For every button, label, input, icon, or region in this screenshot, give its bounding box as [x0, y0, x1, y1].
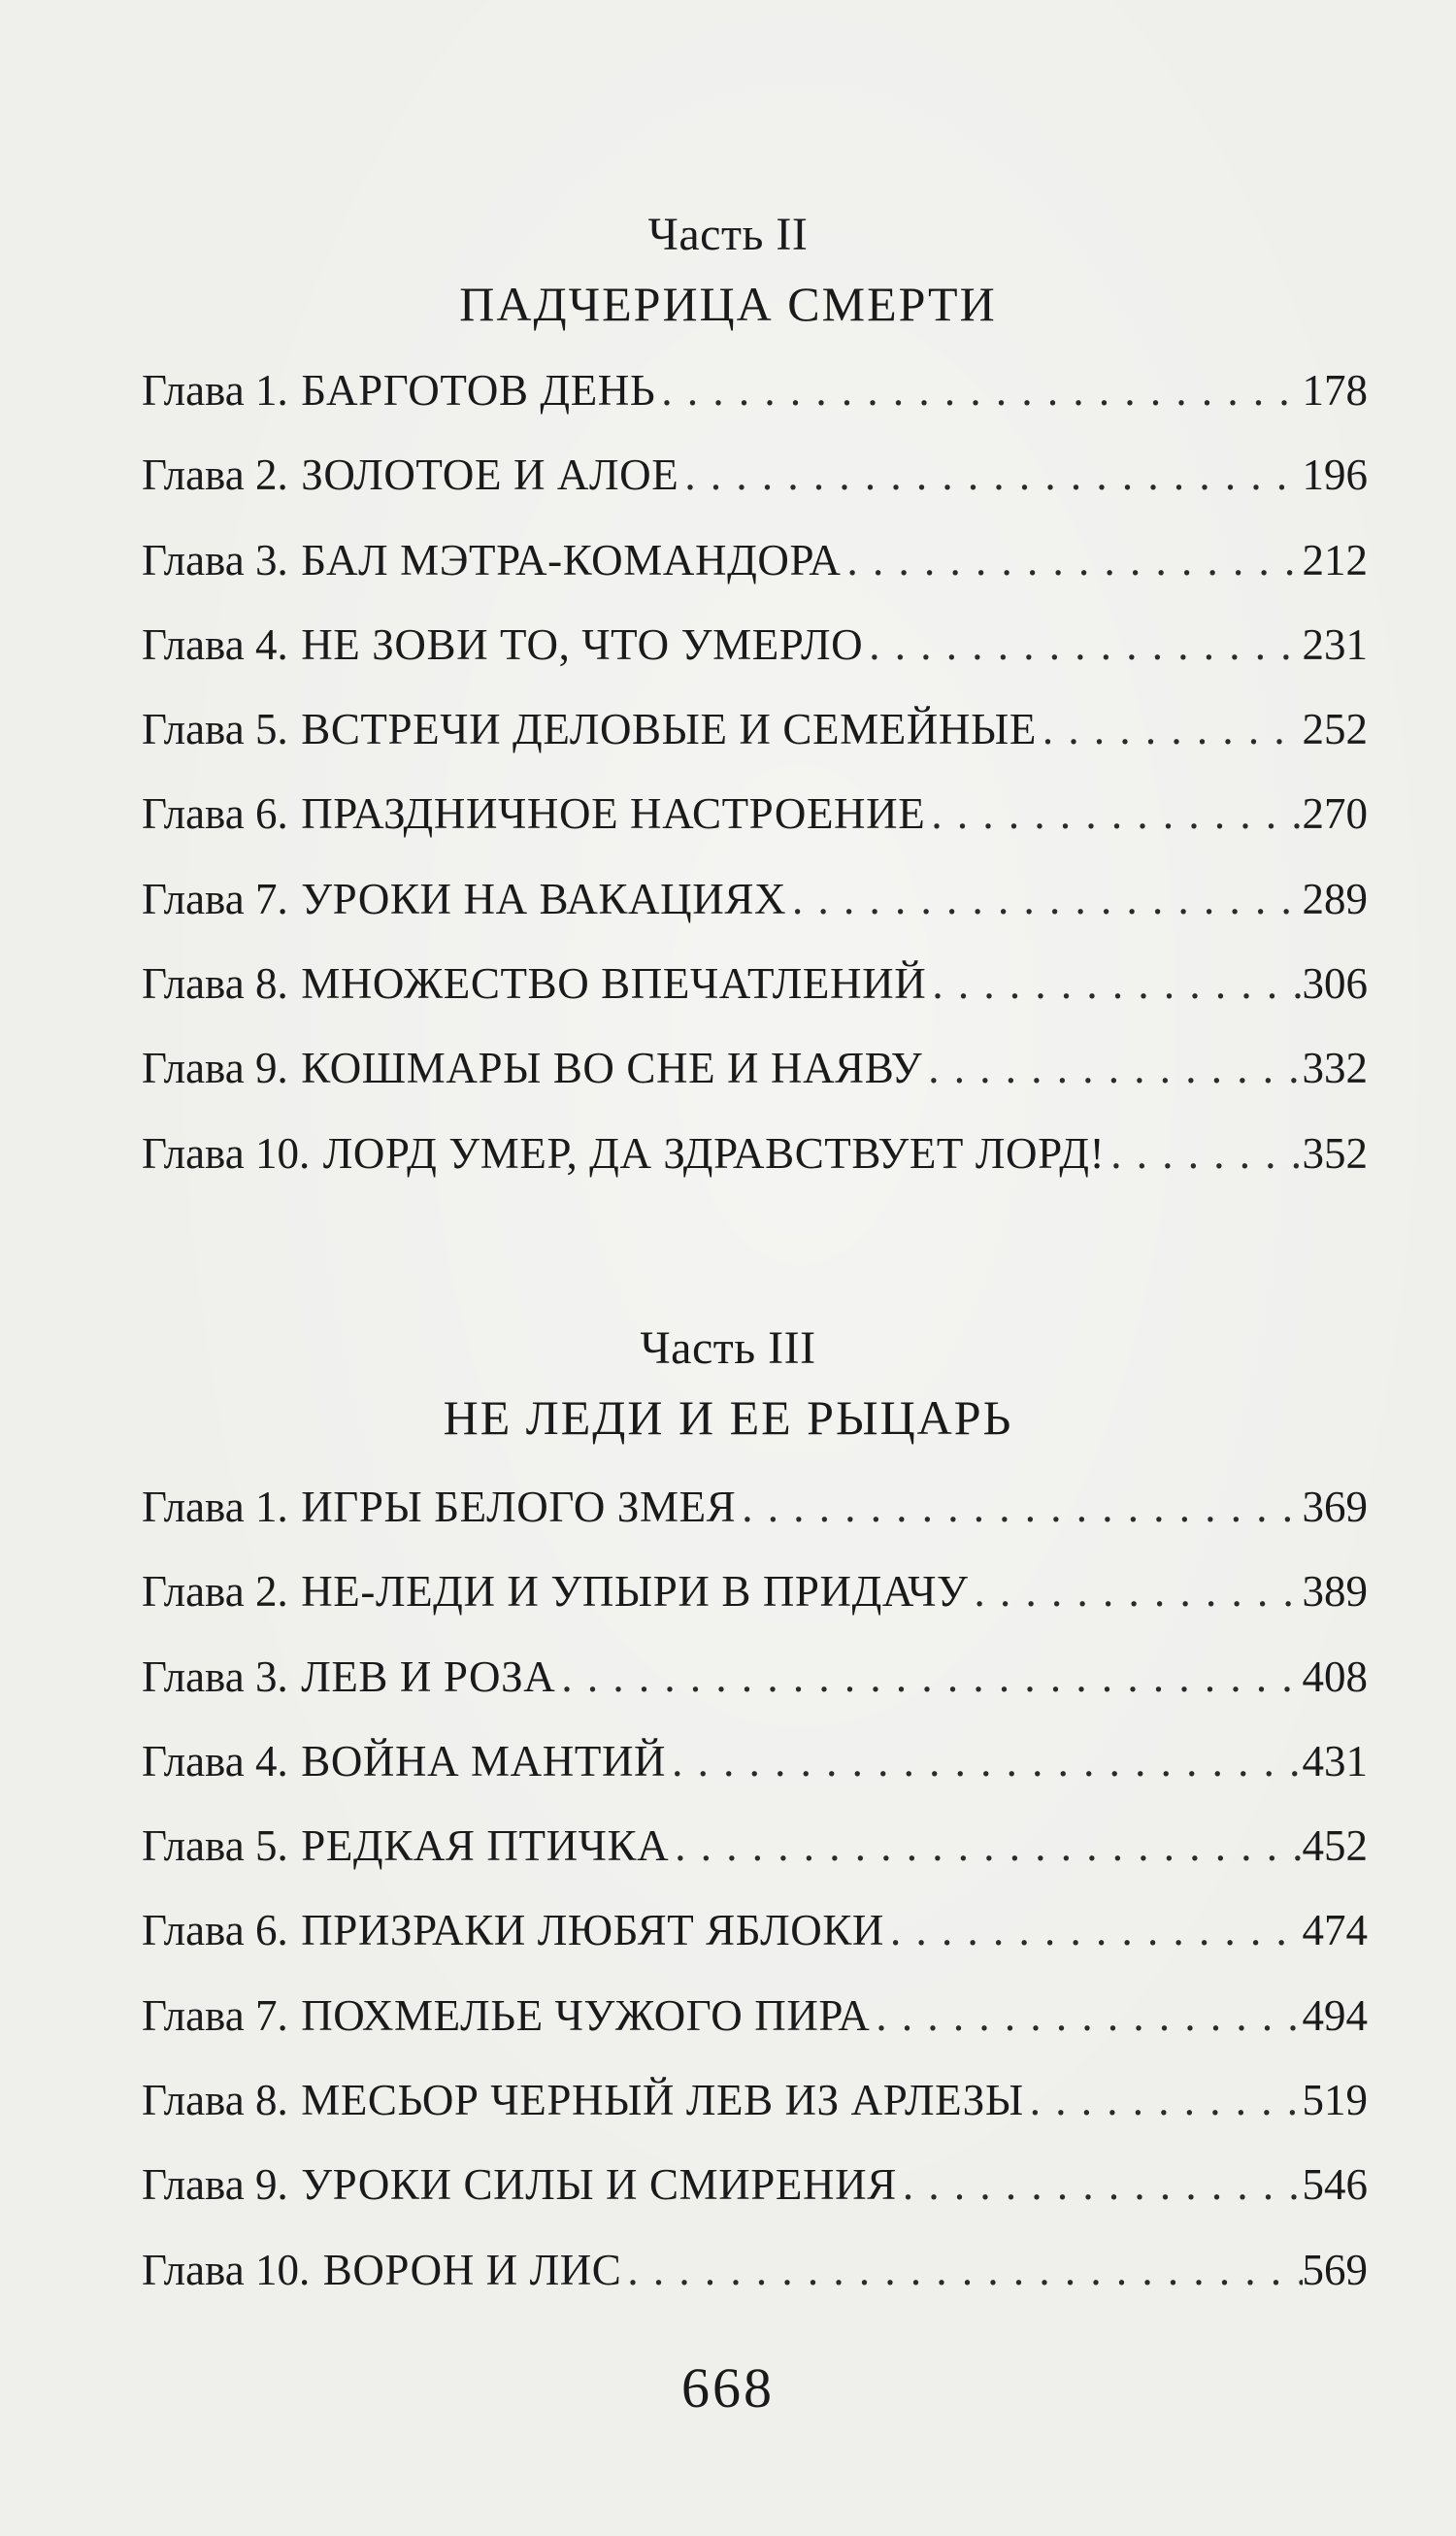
- chapter-label: Глава 7.: [142, 1990, 288, 2040]
- chapter-title: ЗОЛОТОЕ И АЛОЕ: [301, 450, 679, 500]
- leader-dots: [1037, 708, 1303, 751]
- page-number: 494: [1302, 1990, 1368, 2040]
- leader-dots: [870, 1994, 1302, 2038]
- toc-entry: [142, 535, 1368, 623]
- chapter-label: Глава 3.: [142, 535, 288, 584]
- leader-dots: [897, 2163, 1303, 2207]
- chapter-title: НЕ ЗОВИ ТО, ЧТО УМЕРЛО: [301, 619, 864, 669]
- chapter-label: Глава 10.: [142, 2245, 311, 2294]
- chapter-label: Глава 8.: [142, 2076, 288, 2125]
- toc-list: [142, 1485, 1368, 2333]
- leader-dots: [666, 1740, 1302, 1784]
- page-number: 569: [1302, 2245, 1368, 2294]
- page-number: 178: [1302, 366, 1368, 415]
- toc-entry: [142, 1906, 1368, 1993]
- toc-entry: [142, 366, 1368, 453]
- leader-dots: [841, 539, 1302, 583]
- leader-dots: [678, 453, 1302, 497]
- page-number: 431: [1302, 1736, 1368, 1785]
- leader-dots: [786, 878, 1302, 921]
- page-number: 289: [1302, 874, 1368, 923]
- leader-dots: [736, 1485, 1302, 1529]
- toc-entry: [142, 1128, 1368, 1217]
- chapter-label: Глава 4.: [142, 1736, 288, 1785]
- toc-entry: [142, 2076, 1368, 2163]
- toc-entry: [142, 705, 1368, 792]
- page-number: 231: [1302, 619, 1368, 669]
- page-number: 408: [1302, 1652, 1368, 1701]
- page-number: 546: [1302, 2160, 1368, 2210]
- chapter-label: Глава 1.: [142, 366, 288, 415]
- chapter-label: Глава 8.: [142, 959, 288, 1009]
- leader-dots: [555, 1655, 1302, 1699]
- chapter-title: ВСТРЕЧИ ДЕЛОВЫЕ И СЕМЕЙНЫЕ: [301, 705, 1037, 754]
- page-number: 389: [1302, 1567, 1368, 1617]
- toc-entry: [142, 450, 1368, 538]
- part-number: Часть II: [647, 209, 809, 260]
- leader-dots: [863, 623, 1302, 667]
- part-title: ПАДЧЕРИЦА СМЕРТИ: [459, 277, 997, 331]
- leader-dots: [655, 369, 1302, 413]
- page-number: 332: [1302, 1044, 1368, 1093]
- toc-entry: [142, 2245, 1368, 2333]
- part-heading: [0, 1322, 1456, 1445]
- chapter-title: МЕСЬОР ЧЕРНЫЙ ЛЕВ ИЗ АРЛЕЗЫ: [301, 2076, 1024, 2125]
- toc-entry: [142, 1821, 1368, 1909]
- toc-entry: [142, 2160, 1368, 2248]
- leader-dots: [1024, 2079, 1303, 2122]
- leader-dots: [922, 1047, 1302, 1090]
- folio-page-number: 668: [681, 2356, 775, 2419]
- part-number: Часть III: [640, 1322, 816, 1374]
- leader-dots: [669, 1824, 1302, 1868]
- toc-entry: [142, 1567, 1368, 1654]
- leader-dots: [621, 2249, 1302, 2292]
- page-number: 452: [1302, 1821, 1368, 1871]
- toc-list: [142, 366, 1368, 1217]
- chapter-title: ВОЙНА МАНТИЙ: [301, 1736, 667, 1785]
- page-number: 270: [1302, 789, 1368, 839]
- chapter-label: Глава 3.: [142, 1652, 288, 1701]
- chapter-title: МНОЖЕСТВО ВПЕЧАТЛЕНИЙ: [301, 959, 927, 1009]
- chapter-title: БАЛ МЭТРА-КОМАНДОРА: [301, 535, 842, 584]
- page-number: 474: [1302, 1906, 1368, 1955]
- page-number: 352: [1302, 1128, 1368, 1178]
- chapter-title: НЕ-ЛЕДИ И УПЫРИ В ПРИДАЧУ: [301, 1567, 969, 1617]
- chapter-label: Глава 1.: [142, 1483, 288, 1531]
- toc-entry: [142, 1485, 1368, 1570]
- leader-dots: [1105, 1132, 1302, 1176]
- chapter-label: Глава 6.: [142, 789, 288, 839]
- chapter-label: Глава 5.: [142, 705, 288, 754]
- chapter-label: Глава 9.: [142, 1044, 288, 1093]
- chapter-title: ИГРЫ БЕЛОГО ЗМЕЯ: [301, 1483, 737, 1531]
- toc-entry: [142, 874, 1368, 962]
- page-number: 519: [1302, 2076, 1368, 2125]
- chapter-title: БАРГОТОВ ДЕНЬ: [301, 366, 656, 415]
- chapter-label: Глава 9.: [142, 2160, 288, 2210]
- chapter-title: КОШМАРЫ ВО СНЕ И НАЯВУ: [301, 1044, 923, 1093]
- toc-entry: [142, 959, 1368, 1047]
- page-number: 306: [1302, 959, 1368, 1009]
- chapter-title: ПОХМЕЛЬЕ ЧУЖОГО ПИРА: [301, 1990, 871, 2040]
- toc-entry: [142, 1044, 1368, 1131]
- chapter-label: Глава 10.: [142, 1128, 311, 1178]
- chapter-title: ЛЕВ И РОЗА: [301, 1652, 556, 1701]
- leader-dots: [925, 792, 1302, 836]
- chapter-title: УРОКИ НА ВАКАЦИЯХ: [301, 874, 787, 923]
- chapter-label: Глава 6.: [142, 1906, 288, 1955]
- toc-entry: [142, 1990, 1368, 2079]
- chapter-title: РЕДКАЯ ПТИЧКА: [301, 1821, 670, 1871]
- chapter-title: ПРАЗДНИЧНОЕ НАСТРОЕНИЕ: [301, 789, 926, 839]
- page-number: 212: [1302, 535, 1368, 584]
- toc-entry: [142, 1652, 1368, 1740]
- chapter-label: Глава 2.: [142, 450, 288, 500]
- chapter-title: ПРИЗРАКИ ЛЮБЯТ ЯБЛОКИ: [301, 1906, 885, 1955]
- leader-dots: [926, 962, 1302, 1006]
- toc-entry: [142, 1736, 1368, 1824]
- page-number: 369: [1302, 1483, 1368, 1531]
- part-heading: [0, 209, 1456, 331]
- chapter-label: Глава 2.: [142, 1567, 288, 1617]
- toc-entry: [142, 619, 1368, 708]
- page-number: 252: [1302, 705, 1368, 754]
- chapter-title: УРОКИ СИЛЫ И СМИРЕНИЯ: [301, 2160, 897, 2210]
- page-number: 196: [1302, 450, 1368, 500]
- chapter-label: Глава 4.: [142, 619, 288, 669]
- chapter-label: Глава 7.: [142, 874, 288, 923]
- chapter-label: Глава 5.: [142, 1821, 288, 1871]
- toc-entry: [142, 789, 1368, 877]
- leader-dots: [969, 1570, 1303, 1614]
- chapter-title: ВОРОН И ЛИС: [322, 2245, 622, 2294]
- chapter-title: ЛОРД УМЕР, ДА ЗДРАВСТВУЕТ ЛОРД!: [322, 1128, 1106, 1178]
- part-title: НЕ ЛЕДИ И ЕЕ РЫЦАРЬ: [443, 1390, 1013, 1445]
- leader-dots: [884, 1909, 1302, 1952]
